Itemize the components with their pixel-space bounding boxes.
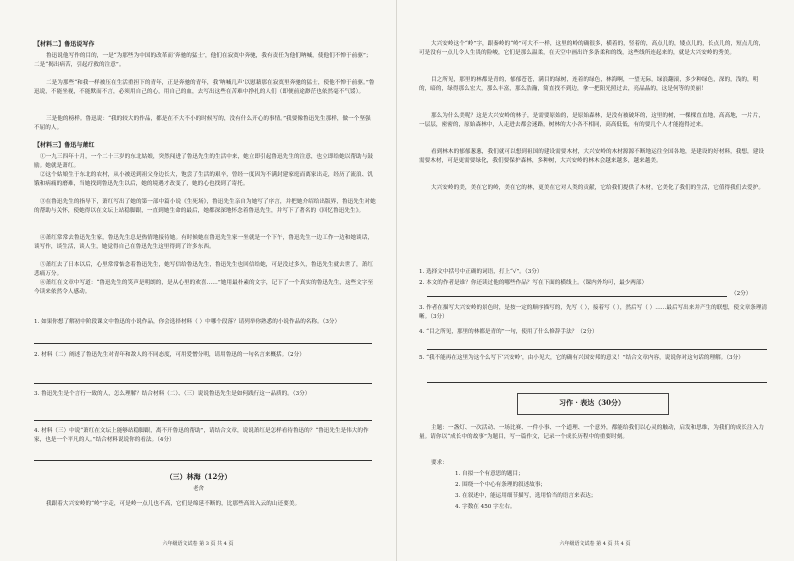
question-3: 3. 鲁迅先生是个言行一致的人，怎么理解？结合材料（二）、（三）说说鲁迅先生是如何践行这一品质的。（3分） (34, 391, 311, 397)
answer-line[interactable] (34, 343, 372, 344)
reading-question-4: 4. “目之所见，那里的林都是青的”一句，使用了什么修辞手法？（2分） (419, 329, 598, 335)
material-3-para-4: ④萧红常常去鲁迅先生家，鲁迅先生总是热情地接待她。有时候她在鲁迅先生家一坐就是一个下午，鲁迅先生一边工作一边和她谈话，谈写作，谈生活，谈人生，她觉得自己在鲁迅先生这里得到了许多东西。 (34, 235, 373, 251)
answer-line[interactable] (34, 383, 372, 384)
question-2: 2. 材料（二）阐述了鲁迅先生对青年和敌人的不同态度，可用爱憎分明，请用鲁迅的一句名言来概括。（2分） (34, 352, 305, 358)
requirement-1: 1. 自拟一个有意思的题目； (455, 471, 524, 477)
composition-prompt: 主题：一盏灯、一次活动、一场比赛、一件小事、一个道理、一个意外，都能给我们以心灵的触动，启发和思维，为我们的成长注入力量。请你以“成长中的故事”为题目，写一篇作文，记录一个成长历程中的重要时刻。 (419, 425, 764, 441)
requirement-4: 4. 字数在 450 字左右。 (455, 504, 516, 510)
material-3-para-1: ①一九三四年十月，一个二十三岁的东北姑娘，突然闯进了鲁迅先生的生活中来，她立即引起鲁迅先生的注意，也立即给她以帮助与鼓励。她就是萧红。 (34, 154, 373, 170)
composition-section-title: 习作 · 表达（30分） (558, 398, 626, 407)
reading-question-1: 1. 选择文中括号中正确的词语，打上“√”。（3分） (419, 269, 543, 275)
requirement-2: 2. 围绕一个中心有条理的叙述故事； (455, 482, 547, 488)
material-3-para-2: ②这个姑娘生于东北的农村，从小被送到祖父身边长大，饱尝了生活的艰辛，曾经一度因为不满封建家庭而离家出走，经历了流浪、饥饿和病痛的磨难，当她找到鲁迅先生以后，她的境遇才改变了，她的心也找到了寄托。 (34, 172, 373, 188)
material-3-para-6: ⑥萧红在文章中写道：“鲁迅先生的笑声是明朗的，是从心里的欢喜……”她用最朴素的文字，记下了一个真实的鲁迅先生，这些文字至今读来依然令人感动。 (34, 280, 374, 296)
requirement-3: 3. 在叙述中，能运用细节描写，选用恰当的语言来表达； (455, 493, 597, 499)
reading-question-3: 3. 作者在描写大兴安岭的景色时，是按一定的顺序描写的，先写（ ），接着写（ ），然后写（ ）……最后写出来并产生的联想，使文章条理清晰。（3分） (419, 305, 768, 320)
page-footer: 六年级语文试卷 第 3 页 共 4 页 (162, 541, 234, 547)
passage-para-4: 看到林木的郁郁葱葱，我们就可以想到祖国的建设需要木材，大兴安岭的木材源源不断地运往全国各地，是建设的好材料，我想，建设需要木材，可是更需要绿化，我们要保护森林，多种树，大兴安岭的林木会越来越多，越来越美。 (419, 149, 764, 165)
material-2-para-2: 二是为那些“和我一样被压在生活重担下的青年，正是奔驰的青年，我‘呐喊几声’以慰藉那在寂寞里奔驰的猛士，使他不惮于前驱。”鲁迅说，不能坐视，不能默而不言，必须用自己的心，用自己的血，去写出这些在苦难中挣扎的人们（即便前途渺茫也依然毫不气馁）。 (34, 80, 375, 96)
question-4: 4. 材料（三）中说“萧红在文坛上能够站稳脚跟，离不开鲁迅的帮助”，请结合文章，说说萧红是怎样看待鲁迅的？“鲁迅先生是伟大的作家，也是一个平凡的人。”结合材料说说你的看法。（4分） (34, 428, 369, 443)
material-2-para-3: 三是他的榜样。鲁迅说：“我的较大的作品，都是在不大不小的时候写的，没有什么开心的事情。”我要像鲁迅先生那样，做一个坚强不屈的人。 (34, 116, 371, 132)
material-2-para-1: 鲁迅说他写作的目的，一是“为那些为中国的改革而‘奔驰的猛士’，他们在寂寞中奔驰，我有责任为他们呐喊，使他们不惮于前驱”；二是“揭出病苦，引起疗救的注意”。 (34, 53, 372, 69)
section-3-title: （三）林海（12分） (165, 472, 232, 481)
score-label: （2分） (731, 291, 752, 297)
passage-para-2: 目之所见，那里的林都是青的，郁郁苍苍，满目的绿树，连着的绿色，林海啊，一望无际，绿浪翻滚，多少种绿色，深的，浅的，明的，暗的，绿得那么宏大，那么丰富，那么浩瀚，简直找不到边，拿一把阳光照过去，亮晶晶的，这是何等的美丽！ (419, 77, 759, 93)
author: 老舍 (193, 486, 204, 492)
passage-para-5: 大兴安岭的美，美在它的岭，美在它的林，更美在它对人类的贡献，它给我们提供了木材，它美化了我们的生活，它值得我们去爱护。 (431, 185, 764, 191)
reading-question-2: 2. 本文的作者是谁？你还读过他的哪些作品？写在下面的横线上。（课内外均可，最少两部） (419, 280, 648, 286)
material-3-title: 【材料三】鲁迅与萧红 (34, 142, 95, 149)
page-footer: 六年级语文试卷 第 4 页 共 4 页 (559, 541, 631, 547)
question-1: 1. 如果你想了解初中阶段课文中鲁迅的小说作品，你会选择材料（ ）中哪个段落？请列举你熟悉的小说作品的名称。（3分） (34, 319, 341, 325)
material-3-para-5: ⑤萧红去了日本以后，心里常常惦念着鲁迅先生，她写信给鲁迅先生，鲁迅先生也回信给她，可是没过多久，鲁迅先生就去世了，萧红悲痛万分。 (34, 262, 373, 278)
material-2-title: 【材料二】鲁迅说写作 (34, 41, 95, 48)
material-3-para-3: ③在鲁迅先生的指导下，萧红写出了她的第一部中篇小说《生死场》，鲁迅先生亲自为她写了序言，并把她介绍给出版界，鲁迅先生对她的帮助与关怀，使她得以在文坛上站稳脚跟，一直到她生命的最后，她都深深地怀念着鲁迅先生，并写下了著名的《回忆鲁迅先生》。 (34, 199, 376, 215)
answer-line[interactable] (427, 349, 767, 350)
answer-line[interactable] (34, 420, 372, 421)
passage-para-1: 大兴安岭这个“岭”字，跟秦岭的“岭”可大不一样，这里的岭的确很多，横着的，竖着的，高点儿的，矮点儿的，长点儿的，短点儿的，可是没有一点儿令人生畏的险峻，它们是那么温柔，在天空中画出许多条柔和的线，这些线所连起来的，就是大兴安岭的秀美。 (419, 41, 765, 57)
passage-excerpt: 我跟着大兴安岭的“岭”字走，可是岭一点儿也不高，它们是绵延不断的，比那些高耸入云的山还要美。 (46, 501, 301, 507)
answer-line[interactable] (427, 296, 727, 297)
passage-para-3: 那么为什么美呢？这是大兴安岭的林子，是需要原始的，是原始森林，是没有被破坏的，这里的树，一棵棵直直地，高高地，一片片，一层层，密密的，原始森林中，人走进去都会迷路，树林的大小各不相同，高高低低，有的要几个人才能抱得过来。 (419, 113, 764, 129)
answer-line[interactable] (427, 382, 767, 383)
requirements-label: 要求： (431, 460, 448, 466)
answer-line[interactable] (34, 460, 372, 461)
page-4 (397, 0, 794, 561)
reading-question-5: 5. “我不能再在这里为这个么写下‘兴安岭’，由小见大，它的确有兴国安邦的意义！”结合文章内容，说说你对这句话的理解。（3分） (419, 355, 744, 361)
